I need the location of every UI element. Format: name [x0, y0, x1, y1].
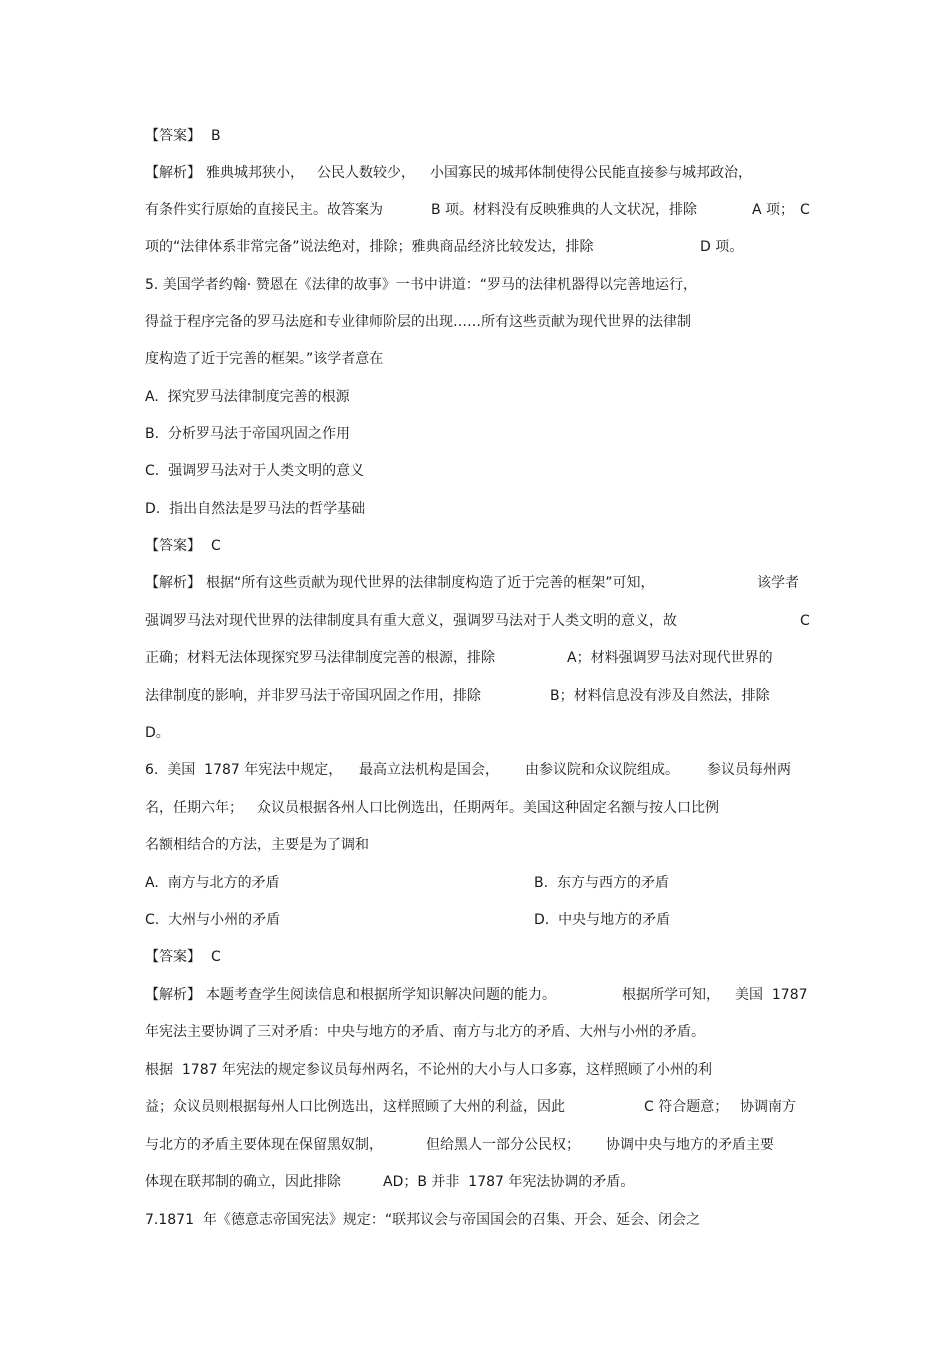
answer-line [145, 947, 221, 967]
option-a: A. 探究罗马法律制度完善的根源 [145, 389, 350, 405]
answer-value: C [211, 949, 221, 965]
question-stem: 7.1871 年《德意志帝国宪法》规定：“联邦议会与帝国国会的召集、开会、延会、闭会之 [145, 1212, 701, 1228]
analysis-text: 美国 1787 [735, 987, 808, 1003]
question-text: 最高立法机构是国会， [359, 762, 499, 778]
analysis-text: AD；B 并非 1787 年宪法协调的矛盾。 [383, 1174, 635, 1190]
analysis-text: A；材料强调罗马法对现代世界的 [567, 650, 773, 666]
question-text: 6. 美国 1787 年宪法中规定， [145, 762, 343, 778]
analysis-label: 【解析】 [145, 165, 201, 181]
analysis-text: 年宪法主要协调了三对矛盾：中央与地方的矛盾、南方与北方的矛盾、大州与小州的矛盾。 [145, 1024, 705, 1040]
analysis-line [145, 573, 799, 593]
analysis-line [145, 200, 810, 220]
analysis-text: 有条件实行原始的直接民主。故答案为 [145, 202, 383, 218]
analysis-line [145, 611, 810, 631]
analysis-text: 根据所学可知， [622, 987, 720, 1003]
analysis-text: 小国寡民的城邦体制使得公民能直接参与城邦政治， [430, 165, 752, 181]
analysis-line [145, 1135, 774, 1155]
analysis-text: 强调罗马法对现代世界的法律制度具有重大意义，强调罗马法对于人类文明的意义，故 [145, 613, 677, 629]
analysis-line [145, 1097, 796, 1117]
analysis-text: C 符合题意； [644, 1099, 729, 1115]
analysis-text: A 项； [752, 202, 795, 218]
analysis-text: 本题考查学生阅读信息和根据所学知识解决问题的能力。 [206, 987, 556, 1003]
analysis-text: C [800, 202, 810, 218]
answer-line [145, 126, 221, 146]
option-c: C. 大州与小州的矛盾 [145, 912, 281, 928]
question-text: 由参议院和众议院组成。 [525, 762, 679, 778]
answer-line [145, 536, 221, 556]
analysis-text: D 项。 [700, 239, 744, 255]
question-stem [145, 798, 719, 818]
answer-label: 【答案】 [145, 538, 201, 554]
option-b: B. 东方与西方的矛盾 [534, 875, 669, 891]
question-stem: 名额相结合的方法，主要是为了调和 [145, 837, 369, 853]
analysis-text: C [800, 613, 810, 629]
answer-value: C [211, 538, 221, 554]
analysis-line [145, 985, 808, 1005]
question-text: 参议员每州两 [707, 762, 791, 778]
question-text: 众议员根据各州人口比例选出，任期两年。美国这种固定名额与按人口比例 [257, 800, 719, 816]
analysis-line [145, 1172, 635, 1192]
option-d: D. 指出自然法是罗马法的哲学基础 [145, 501, 366, 517]
analysis-text: 公民人数较少， [317, 165, 415, 181]
analysis-line [145, 237, 744, 257]
analysis-text: 体现在联邦制的确立，因此排除 [145, 1174, 341, 1190]
answer-label: 【答案】 [145, 949, 201, 965]
analysis-text: 协调南方 [740, 1099, 796, 1115]
analysis-text: 正确；材料无法体现探究罗马法律制度完善的根源，排除 [145, 650, 495, 666]
answer-label: 【答案】 [145, 128, 201, 144]
analysis-text: 法律制度的影响，并非罗马法于帝国巩固之作用，排除 [145, 688, 481, 704]
question-text: 名，任期六年； [145, 800, 243, 816]
option-a: A. 南方与北方的矛盾 [145, 875, 280, 891]
analysis-text: 根据“所有这些贡献为现代世界的法律制度构造了近于完善的框架”可知， [206, 575, 655, 591]
analysis-text: 协调中央与地方的矛盾主要 [606, 1137, 774, 1153]
analysis-text: 项的“法律体系非常完备”说法绝对，排除；雅典商品经济比较发达，排除 [145, 239, 594, 255]
analysis-label: 【解析】 [145, 987, 201, 1003]
analysis-line [145, 648, 773, 668]
analysis-text: 根据 1787 年宪法的规定参议员每州两名，不论州的大小与人口多寡，这样照顾了小州的利 [145, 1062, 712, 1078]
analysis-text: D。 [145, 725, 170, 741]
analysis-text: 与北方的矛盾主要体现在保留黑奴制， [145, 1137, 383, 1153]
option-b: B. 分析罗马法于帝国巩固之作用 [145, 426, 350, 442]
analysis-line [145, 163, 752, 183]
analysis-text: B；材料信息没有涉及自然法，排除 [550, 688, 770, 704]
analysis-text: 该学者 [757, 575, 799, 591]
answer-value: B [211, 128, 221, 144]
question-stem: 度构造了近于完善的框架。”该学者意在 [145, 351, 384, 367]
question-stem [145, 760, 791, 780]
analysis-text: B 项。材料没有反映雅典的人文状况，排除 [431, 202, 698, 218]
analysis-text: 雅典城邦狭小， [206, 165, 304, 181]
option-d: D. 中央与地方的矛盾 [534, 912, 671, 928]
analysis-label: 【解析】 [145, 575, 201, 591]
analysis-line [145, 686, 770, 706]
option-c: C. 强调罗马法对于人类文明的意义 [145, 463, 365, 479]
question-stem: 得益于程序完备的罗马法庭和专业律师阶层的出现……所有这些贡献为现代世界的法律制 [145, 314, 691, 330]
analysis-text: 益；众议员则根据每州人口比例选出，这样照顾了大州的利益，因此 [145, 1099, 565, 1115]
question-stem: 5. 美国学者约翰· 赞恩在《法律的故事》一书中讲道：“罗马的法律机器得以完善地运行， [145, 277, 697, 293]
analysis-text: 但给黑人一部分公民权； [426, 1137, 580, 1153]
